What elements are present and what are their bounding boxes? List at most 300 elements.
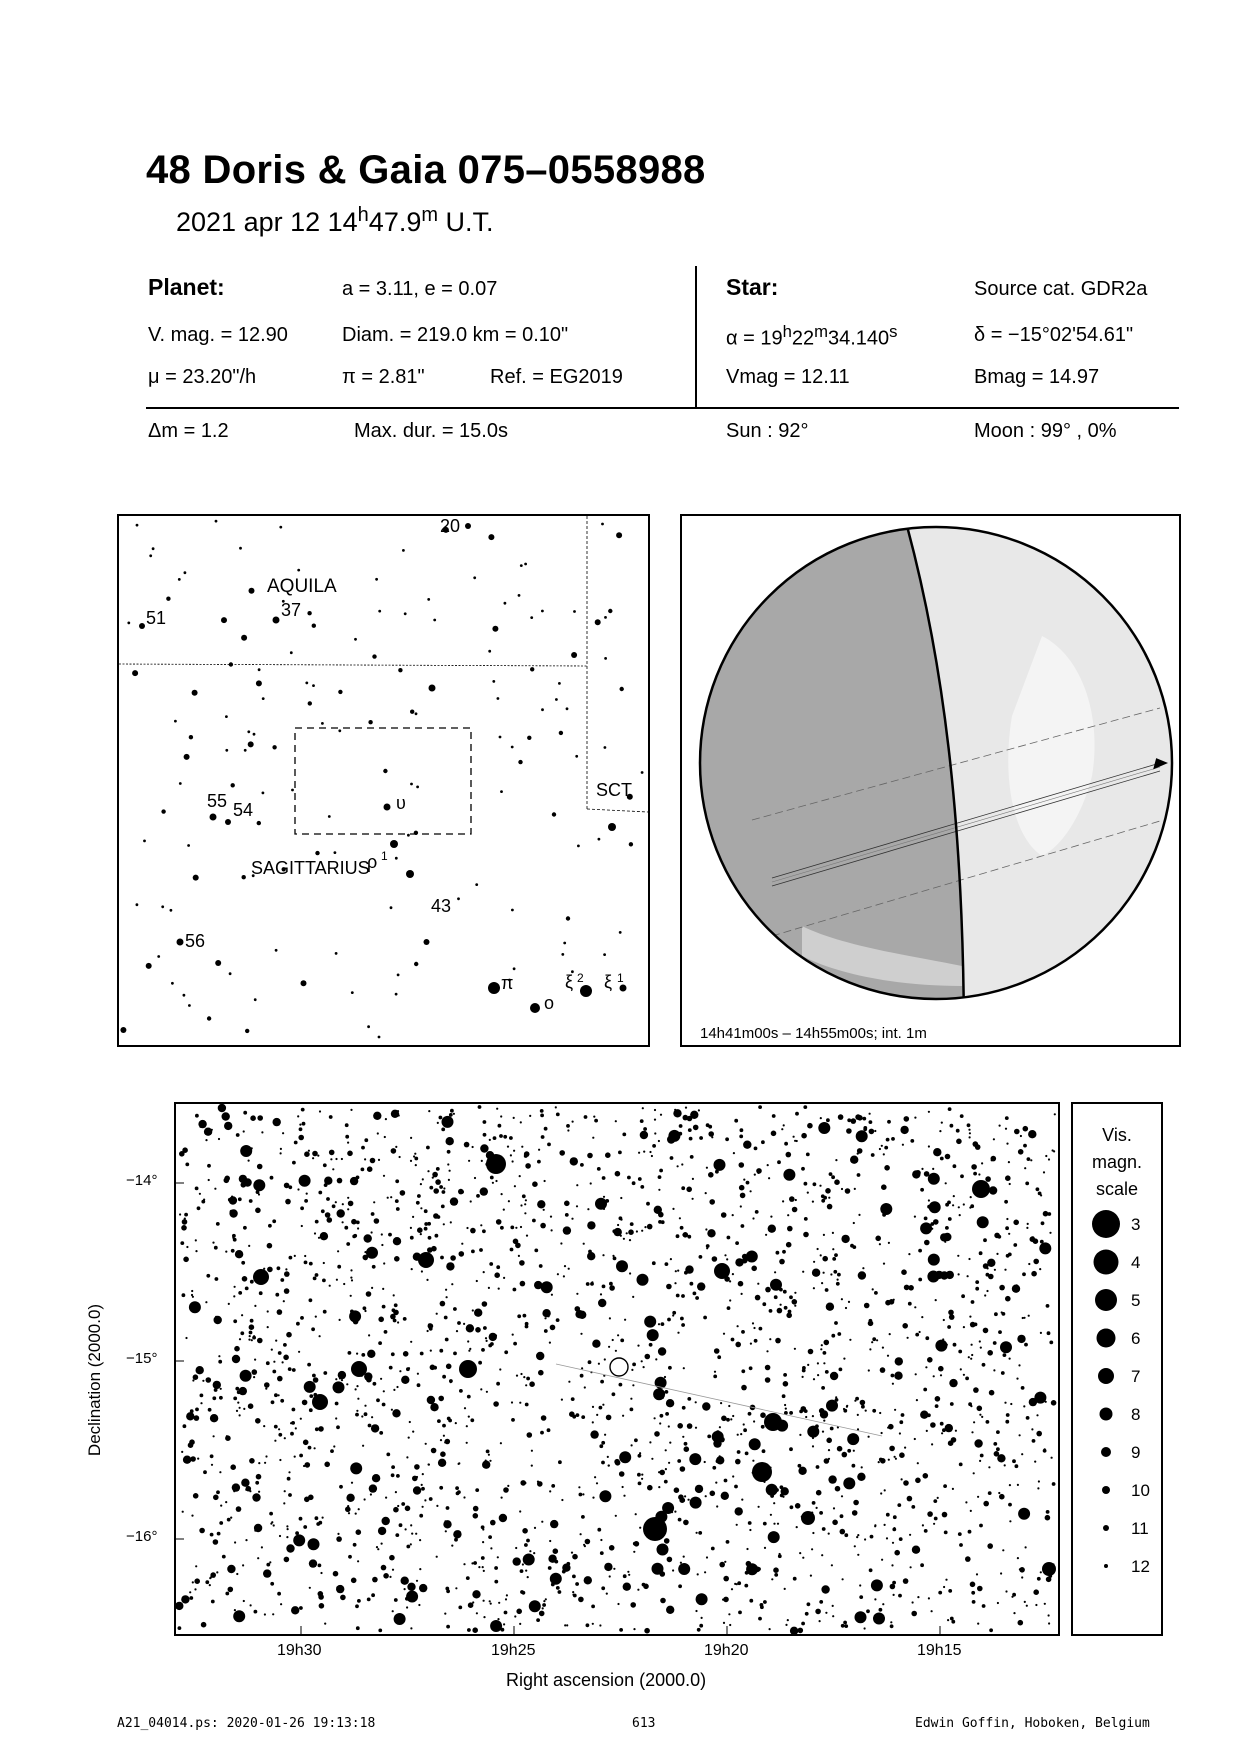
- field-star: [361, 1415, 363, 1417]
- field-star: [1014, 1129, 1020, 1135]
- field-star: [445, 1530, 447, 1532]
- field-star: [828, 1475, 836, 1483]
- field-star: [935, 1299, 937, 1301]
- field-star: [288, 1493, 292, 1497]
- field-star: [592, 1421, 594, 1423]
- field-star: [318, 1426, 324, 1432]
- finder-star: [598, 838, 601, 841]
- field-star: [729, 1280, 731, 1282]
- field-star: [459, 1251, 465, 1257]
- field-star: [361, 1168, 365, 1172]
- field-star: [655, 1358, 657, 1360]
- field-star: [233, 1397, 237, 1401]
- field-star: [563, 1226, 571, 1234]
- field-star: [723, 1333, 725, 1335]
- finder-star: [312, 624, 316, 628]
- field-star: [456, 1530, 462, 1536]
- field-star: [647, 1485, 653, 1491]
- field-star: [549, 1540, 551, 1542]
- field-star: [696, 1593, 708, 1605]
- field-star: [819, 1620, 821, 1622]
- field-star: [558, 1590, 562, 1594]
- field-star: [842, 1452, 848, 1458]
- field-star: [928, 1111, 930, 1113]
- field-star: [959, 1543, 963, 1547]
- field-star: [1030, 1159, 1032, 1161]
- field-star: [782, 1200, 784, 1202]
- field-star: [790, 1505, 794, 1509]
- field-star: [482, 1566, 484, 1568]
- field-star: [638, 1177, 642, 1181]
- field-bright-star: [801, 1511, 815, 1525]
- field-star: [741, 1330, 745, 1334]
- field-star: [410, 1524, 412, 1526]
- field-star: [283, 1343, 287, 1347]
- field-star: [681, 1186, 685, 1190]
- field-star: [587, 1221, 595, 1229]
- field-star: [299, 1175, 311, 1187]
- field-star: [510, 1154, 512, 1156]
- field-star: [744, 1584, 748, 1588]
- field-star: [506, 1594, 508, 1596]
- field-star: [433, 1188, 439, 1194]
- field-star: [665, 1390, 669, 1394]
- field-star: [325, 1212, 331, 1218]
- field-star: [227, 1565, 235, 1573]
- finder-star: [555, 698, 558, 701]
- field-star: [336, 1279, 338, 1281]
- field-star: [279, 1535, 281, 1537]
- field-star: [684, 1446, 690, 1452]
- field-star: [975, 1287, 979, 1291]
- field-star: [690, 1497, 702, 1509]
- field-star: [498, 1288, 500, 1290]
- field-star: [638, 1482, 642, 1486]
- field-star: [712, 1256, 718, 1262]
- field-star: [219, 1521, 223, 1525]
- finder-star: [414, 962, 418, 966]
- finder-star: [127, 622, 130, 625]
- field-star: [592, 1137, 594, 1139]
- field-star: [643, 1151, 645, 1153]
- field-star: [220, 1388, 222, 1390]
- field-star: [619, 1471, 625, 1477]
- field-star: [920, 1188, 924, 1192]
- field-star: [979, 1253, 981, 1255]
- field-star: [335, 1402, 339, 1406]
- field-star: [630, 1602, 636, 1608]
- field-star: [364, 1138, 368, 1142]
- field-star: [268, 1224, 272, 1228]
- field-star: [845, 1307, 847, 1309]
- field-star: [888, 1424, 894, 1430]
- field-star: [609, 1282, 613, 1286]
- field-star: [273, 1524, 275, 1526]
- field-star: [315, 1516, 319, 1520]
- field-star: [504, 1350, 508, 1354]
- field-star: [430, 1403, 438, 1411]
- field-star: [669, 1442, 671, 1444]
- field-star: [684, 1271, 688, 1275]
- field-star: [705, 1192, 707, 1194]
- field-star: [435, 1179, 441, 1185]
- field-star: [1033, 1589, 1039, 1595]
- field-star: [1038, 1192, 1042, 1196]
- field-star: [749, 1529, 751, 1531]
- field-star: [304, 1497, 310, 1503]
- finder-star: [262, 792, 265, 795]
- field-star: [336, 1536, 342, 1542]
- alpha-second-unit: s: [889, 322, 898, 341]
- field-star: [373, 1112, 381, 1120]
- field-star: [983, 1238, 987, 1242]
- field-star: [681, 1294, 685, 1298]
- field-star: [608, 1465, 610, 1467]
- event-minutes: 47.9: [368, 207, 422, 237]
- field-star: [970, 1582, 976, 1588]
- field-star: [698, 1109, 700, 1111]
- field-star: [305, 1462, 311, 1468]
- field-star: [787, 1214, 789, 1216]
- field-star: [908, 1253, 910, 1255]
- field-star: [728, 1405, 730, 1407]
- field-star: [640, 1119, 644, 1123]
- field-bright-star: [752, 1462, 772, 1482]
- field-star: [883, 1153, 885, 1155]
- field-star: [420, 1183, 422, 1185]
- field-star: [274, 1393, 278, 1397]
- field-star: [665, 1262, 669, 1266]
- field-star: [282, 1361, 284, 1363]
- field-star: [977, 1623, 979, 1625]
- field-star: [482, 1229, 486, 1233]
- field-star: [941, 1432, 943, 1434]
- field-star: [371, 1212, 375, 1216]
- field-star: [333, 1381, 345, 1393]
- field-star: [453, 1352, 457, 1356]
- field-star: [257, 1338, 263, 1344]
- field-star: [880, 1367, 886, 1373]
- field-star: [735, 1258, 743, 1266]
- field-star: [408, 1367, 410, 1369]
- field-star: [945, 1154, 951, 1160]
- field-star: [516, 1375, 518, 1377]
- field-star: [981, 1416, 983, 1418]
- field-star: [933, 1523, 935, 1525]
- field-star: [821, 1199, 825, 1203]
- field-star: [478, 1105, 482, 1109]
- field-star: [373, 1382, 377, 1386]
- field-star: [647, 1224, 653, 1230]
- field-star: [970, 1196, 972, 1198]
- field-star: [499, 1514, 507, 1522]
- label-xi1-index: 1: [617, 971, 624, 985]
- field-star: [255, 1418, 261, 1424]
- field-star: [911, 1611, 917, 1617]
- field-star: [981, 1162, 983, 1164]
- finder-named-star: [139, 623, 145, 629]
- field-star: [639, 1527, 641, 1529]
- field-star: [383, 1573, 389, 1579]
- field-star: [464, 1407, 466, 1409]
- field-star: [438, 1396, 444, 1402]
- field-star: [737, 1581, 741, 1585]
- sun-elongation: Sun : 92°: [726, 420, 809, 442]
- field-star: [782, 1250, 786, 1254]
- field-star: [834, 1179, 840, 1185]
- field-star: [541, 1415, 547, 1421]
- field-star: [436, 1556, 438, 1558]
- field-star: [304, 1261, 308, 1265]
- label-xi2-index: 2: [577, 971, 584, 985]
- field-star: [735, 1459, 741, 1465]
- field-star: [704, 1571, 706, 1573]
- field-star: [818, 1122, 830, 1134]
- field-star: [828, 1449, 830, 1451]
- field-star: [383, 1175, 385, 1177]
- field-star: [300, 1418, 302, 1420]
- field-star: [241, 1261, 245, 1265]
- field-star: [254, 1610, 258, 1614]
- field-star: [633, 1628, 635, 1630]
- field-star: [503, 1623, 505, 1625]
- field-star: [416, 1476, 418, 1478]
- field-star: [500, 1442, 502, 1444]
- field-star: [752, 1460, 754, 1462]
- field-star: [237, 1402, 239, 1404]
- finder-star: [378, 610, 381, 613]
- field-star: [623, 1583, 631, 1591]
- field-star: [490, 1176, 494, 1180]
- field-star: [771, 1578, 773, 1580]
- field-star: [274, 1425, 278, 1429]
- finder-star: [619, 931, 622, 934]
- finder-star: [601, 523, 604, 526]
- field-star: [586, 1282, 590, 1286]
- finder-named-star: [177, 939, 184, 946]
- field-star: [382, 1517, 390, 1525]
- field-star: [486, 1340, 488, 1342]
- planet-heading: Planet:: [148, 274, 225, 300]
- field-star: [677, 1423, 683, 1429]
- field-star: [257, 1164, 263, 1170]
- field-star: [243, 1111, 247, 1115]
- field-star: [979, 1414, 981, 1416]
- field-star: [790, 1627, 798, 1634]
- finder-star: [248, 741, 254, 747]
- field-star: [581, 1515, 585, 1519]
- finder-star: [188, 1004, 191, 1007]
- finder-star: [527, 736, 531, 740]
- field-star: [311, 1327, 315, 1331]
- field-star: [495, 1334, 497, 1336]
- field-star: [777, 1160, 781, 1164]
- finder-star: [475, 883, 478, 886]
- field-star: [366, 1291, 372, 1297]
- field-star: [446, 1262, 454, 1270]
- field-star: [418, 1604, 420, 1606]
- field-star: [536, 1352, 544, 1360]
- field-star: [654, 1119, 656, 1121]
- field-star: [1009, 1358, 1011, 1360]
- field-star: [525, 1325, 529, 1329]
- field-star: [353, 1543, 357, 1547]
- field-star: [749, 1599, 753, 1603]
- field-star: [314, 1232, 316, 1234]
- field-star: [582, 1493, 584, 1495]
- field-star: [606, 1593, 608, 1595]
- field-star: [447, 1163, 449, 1165]
- field-star: [527, 1432, 533, 1438]
- finder-star: [500, 790, 503, 793]
- field-star: [641, 1360, 643, 1362]
- label-star-43: 43: [431, 896, 452, 916]
- field-star: [263, 1569, 271, 1577]
- field-star: [622, 1415, 624, 1417]
- field-star: [959, 1214, 961, 1216]
- field-star: [539, 1264, 543, 1268]
- field-star: [581, 1415, 585, 1419]
- field-star: [279, 1459, 281, 1461]
- field-star: [960, 1368, 962, 1370]
- field-star: [571, 1397, 575, 1401]
- field-star: [706, 1247, 708, 1249]
- finder-star: [215, 960, 221, 966]
- field-star: [467, 1340, 469, 1342]
- field-star: [230, 1464, 236, 1470]
- field-star: [856, 1536, 858, 1538]
- field-star: [732, 1273, 734, 1275]
- field-star: [832, 1232, 834, 1234]
- field-star: [910, 1139, 914, 1143]
- field-star: [724, 1254, 726, 1256]
- field-star: [740, 1193, 746, 1199]
- field-star: [780, 1485, 784, 1489]
- field-star: [676, 1234, 680, 1238]
- field-star: [436, 1505, 438, 1507]
- field-star: [453, 1307, 457, 1311]
- field-star: [612, 1255, 614, 1257]
- field-star: [420, 1233, 422, 1235]
- field-star: [531, 1465, 533, 1467]
- xtick-label: 19h15: [917, 1642, 962, 1659]
- field-star: [894, 1372, 902, 1380]
- field-star: [969, 1316, 971, 1318]
- field-star: [377, 1132, 379, 1134]
- field-star: [931, 1610, 933, 1612]
- field-star: [692, 1178, 694, 1180]
- field-star: [731, 1338, 735, 1342]
- field-star: [914, 1117, 916, 1119]
- field-star: [908, 1302, 912, 1306]
- field-star: [422, 1473, 424, 1475]
- field-star: [1046, 1304, 1050, 1308]
- field-star: [540, 1431, 544, 1435]
- field-star: [458, 1606, 462, 1610]
- field-star: [511, 1401, 513, 1403]
- field-star: [1033, 1259, 1039, 1265]
- finder-star: [215, 520, 218, 523]
- field-star: [256, 1474, 262, 1480]
- field-star: [529, 1115, 531, 1117]
- field-star: [830, 1273, 832, 1275]
- field-star: [298, 1135, 304, 1141]
- finder-star: [641, 771, 644, 774]
- field-star: [332, 1204, 336, 1208]
- field-star: [1051, 1457, 1053, 1459]
- field-star: [945, 1182, 947, 1184]
- field-star: [933, 1148, 941, 1156]
- field-star: [494, 1272, 500, 1278]
- field-star: [472, 1601, 474, 1603]
- field-star: [714, 1162, 716, 1164]
- field-star: [568, 1268, 570, 1270]
- field-star: [440, 1439, 442, 1441]
- field-star: [339, 1485, 343, 1489]
- field-star: [1023, 1144, 1027, 1148]
- field-star: [572, 1591, 574, 1593]
- field-star: [440, 1451, 446, 1457]
- field-star: [924, 1529, 928, 1533]
- field-star: [254, 1305, 256, 1307]
- field-star: [714, 1371, 716, 1373]
- field-star: [928, 1597, 930, 1599]
- field-star: [892, 1528, 896, 1532]
- field-star: [850, 1156, 858, 1164]
- finder-star: [595, 619, 601, 625]
- field-star: [619, 1451, 631, 1463]
- field-star: [989, 1628, 993, 1632]
- legend-dot-mag-7: [1098, 1368, 1114, 1384]
- field-star: [573, 1594, 577, 1598]
- field-star: [496, 1382, 500, 1386]
- field-star: [449, 1379, 453, 1383]
- field-star: [267, 1267, 273, 1273]
- field-star: [927, 1511, 933, 1517]
- field-star: [632, 1363, 636, 1367]
- field-star: [635, 1513, 637, 1515]
- field-star: [699, 1136, 703, 1140]
- finder-star: [603, 953, 606, 956]
- finder-star: [410, 783, 413, 786]
- legend-label-mag-9: 9: [1131, 1443, 1141, 1462]
- field-star: [488, 1535, 492, 1539]
- field-star: [529, 1381, 535, 1387]
- field-star: [855, 1611, 867, 1623]
- field-star: [928, 1199, 930, 1201]
- field-star: [679, 1217, 681, 1219]
- field-star: [637, 1473, 641, 1477]
- field-star: [181, 1595, 189, 1603]
- label-star-54: 54: [233, 800, 254, 820]
- field-star: [768, 1531, 780, 1543]
- field-star: [595, 1198, 607, 1210]
- field-star: [410, 1236, 414, 1240]
- field-star: [683, 1367, 685, 1369]
- field-star: [762, 1449, 766, 1453]
- field-star: [183, 1456, 191, 1464]
- field-star: [516, 1609, 522, 1615]
- field-star: [643, 1366, 645, 1368]
- field-star: [847, 1118, 851, 1122]
- field-star: [690, 1155, 694, 1159]
- field-star: [622, 1133, 626, 1137]
- field-star: [335, 1378, 337, 1380]
- field-star: [804, 1409, 808, 1413]
- field-star: [733, 1152, 735, 1154]
- field-star: [1036, 1187, 1040, 1191]
- field-star: [684, 1442, 688, 1446]
